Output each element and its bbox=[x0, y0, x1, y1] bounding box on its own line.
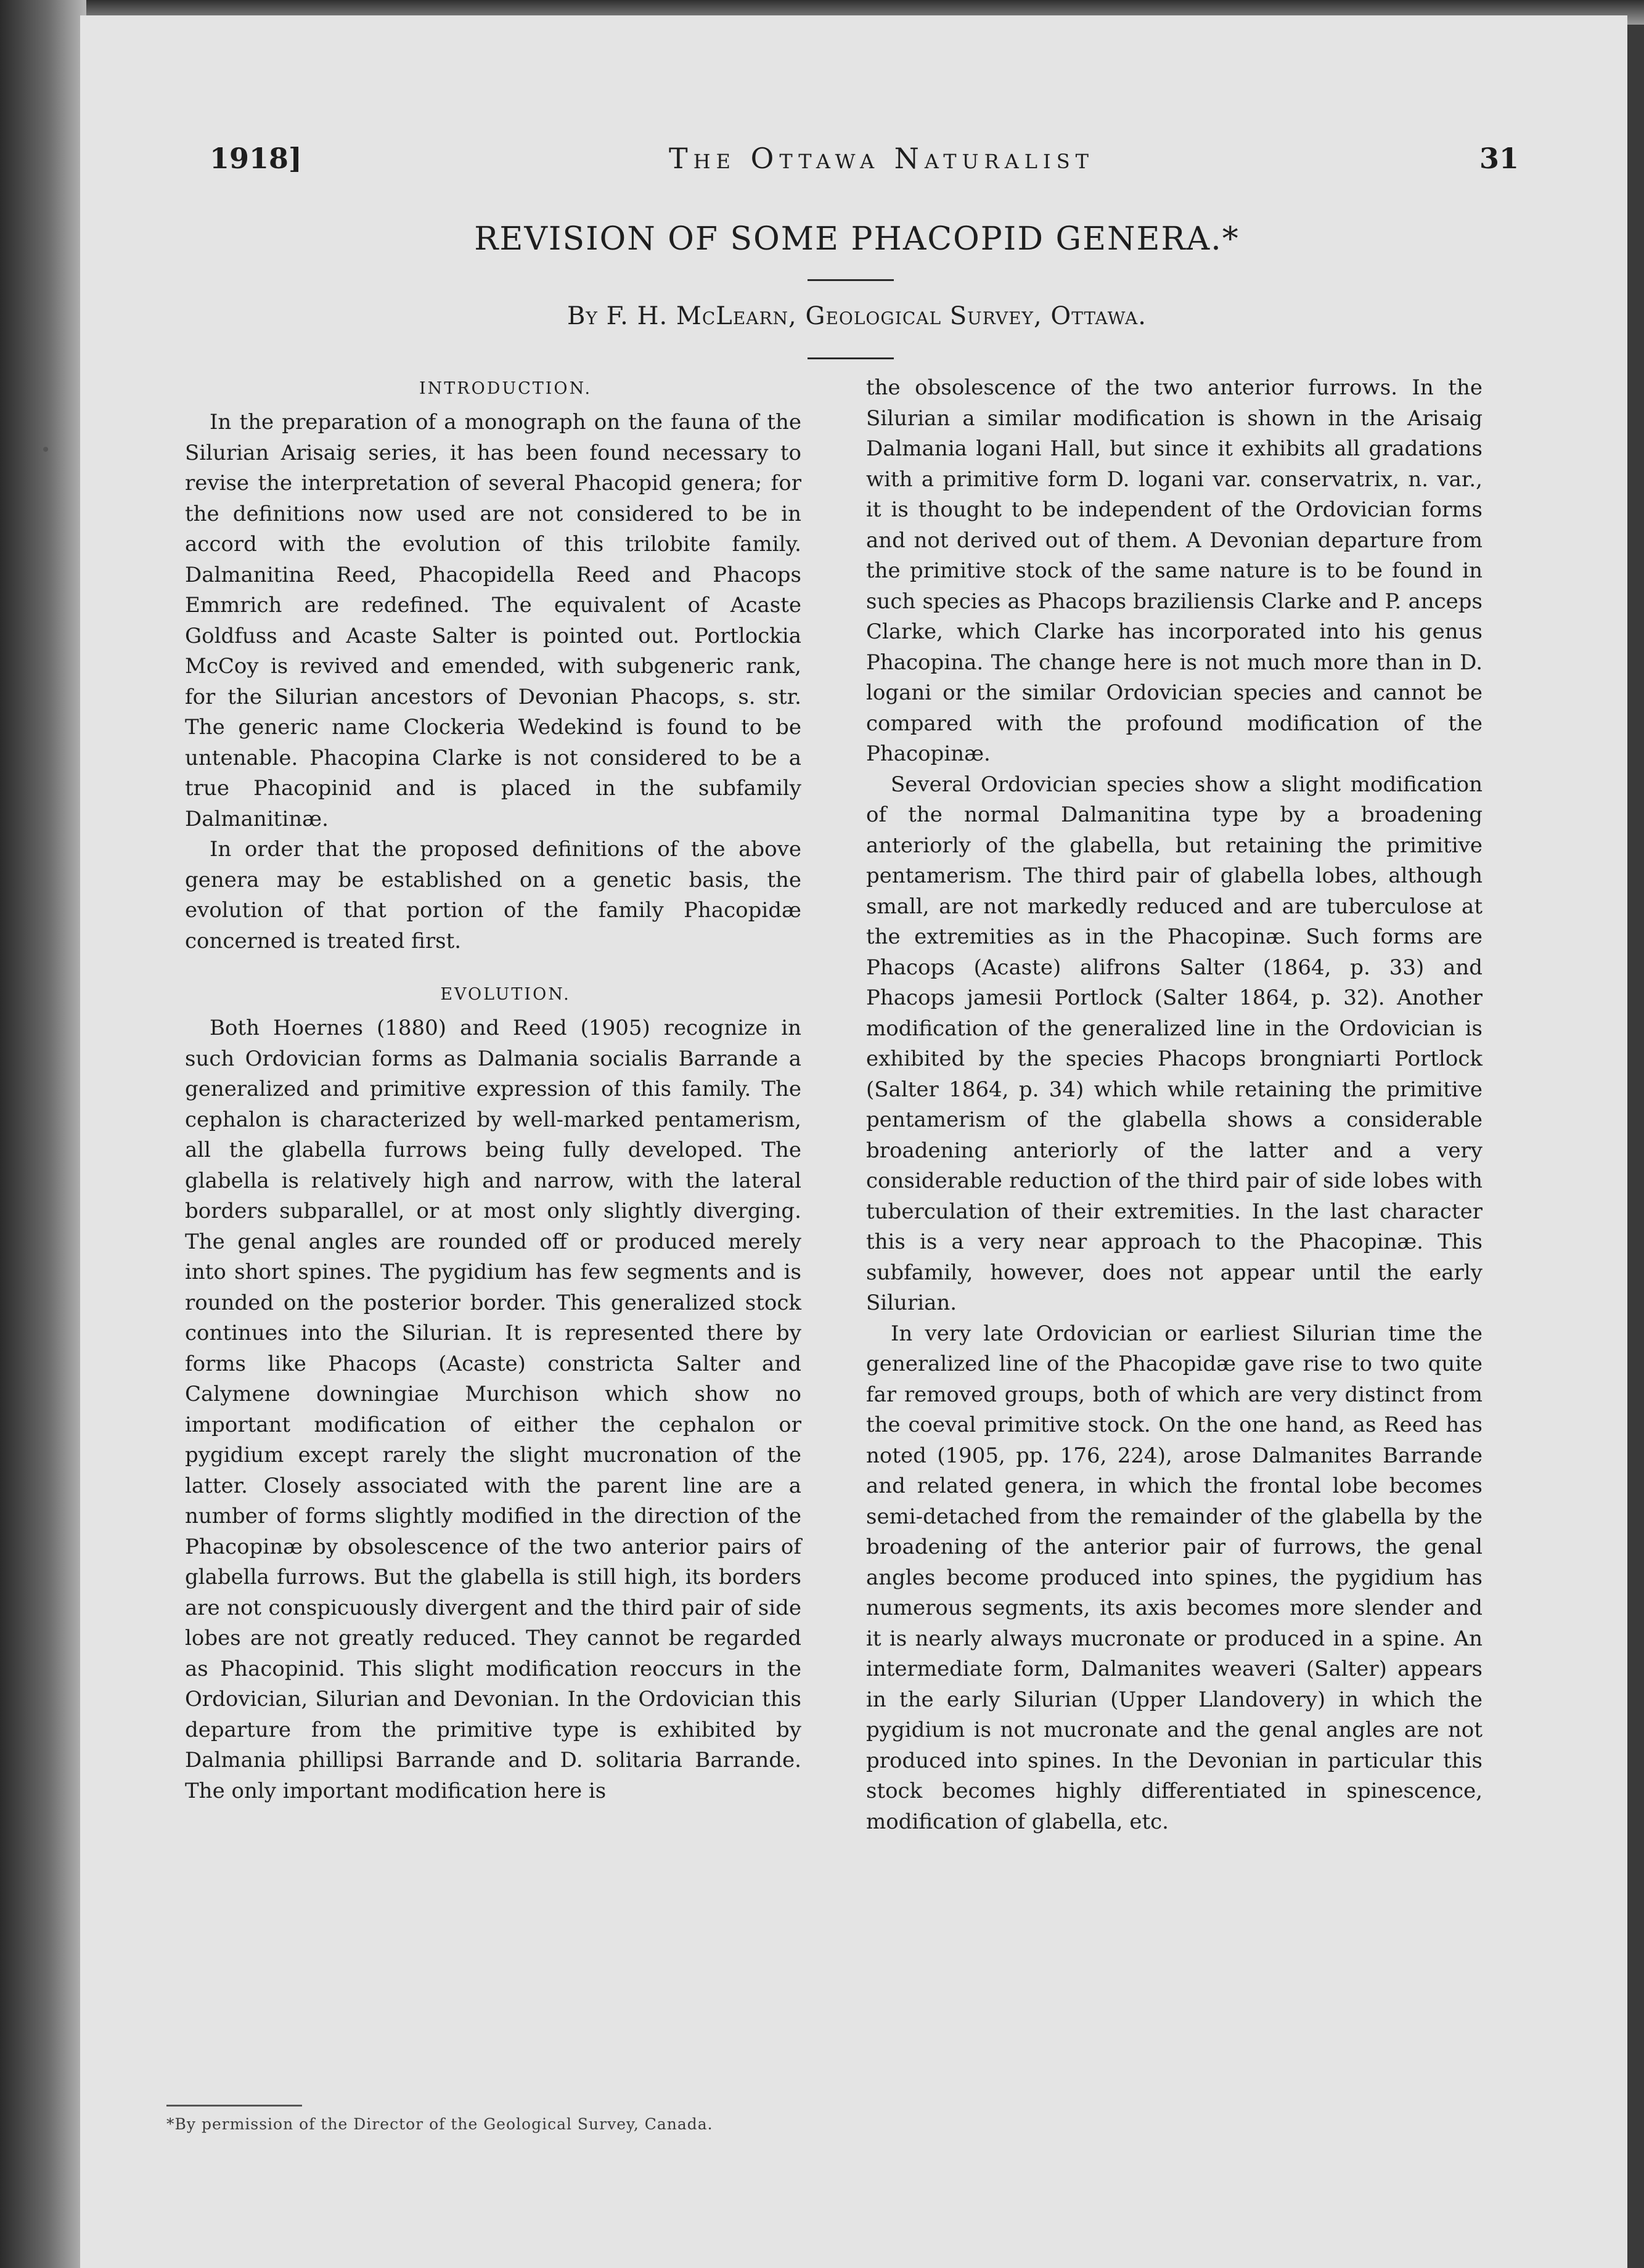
left-text-column bbox=[185, 373, 801, 1806]
introduction-paragraph-1: In the preparation of a monograph on the fauna of the Silurian Arisaig series, it has been found necessary to revise the interpretation of several Phacopid genera; for the definitions now used are not considered to be in accord with the evolution of this trilobite family. Dalmanitina Reed, Phacopidella Reed and Phacops Emmrich are redefined. The equivalent of Acaste Goldfuss and Acaste Salter is pointed out. Portlockia McCoy is revived and emended, with subgeneric rank, for the Silurian ancestors of Devonian Phacops, s. str. The generic name Clockeria Wedekind is found to be untenable. Phacopina Clarke is not considered to be a true Phacopinid and is placed in the subfamily Dalmanitinæ. bbox=[185, 410, 801, 831]
margin-speck bbox=[43, 447, 48, 452]
byline-divider-rule bbox=[808, 357, 894, 359]
evolution-paragraph-continued: the obsolescence of the two anterior furrows. In the Silurian a similar modification is shown in the Arisaig Dalmania logani Hall, but since it exhibits all gradations with a primitive form D. logani var. conservatrix, n. var., it is thought to be independent of the Ordovician forms and not derived out of them. A Devonian departure from the primitive stock of the same nature is to be found in such species as Phacops braziliensis Clarke and P. anceps Clarke, which Clarke has incorporated into his genus Phacopina. The change here is not much more than in D. logani or the similar Ordovician species and cannot be compared with the profound modification of the Phacopinæ. bbox=[866, 375, 1482, 766]
article-byline: By F. H. McLearn, Geological Survey, Ottawa. bbox=[567, 302, 1147, 330]
footnote-rule bbox=[166, 2105, 302, 2107]
article-title: REVISION OF SOME PHACOPID GENERA.* bbox=[474, 221, 1240, 258]
journal-page bbox=[80, 15, 1627, 2268]
title-divider-rule bbox=[808, 279, 894, 281]
section-heading-introduction: INTRODUCTION. bbox=[419, 379, 592, 398]
right-text-column bbox=[866, 373, 1482, 1837]
section-heading-evolution: EVOLUTION. bbox=[440, 985, 571, 1004]
running-head bbox=[80, 142, 1627, 191]
page-number: 31 bbox=[1479, 142, 1519, 175]
running-head-year: 1918] bbox=[210, 142, 302, 175]
evolution-paragraph-2: Several Ordovician species show a slight modification of the normal Dalmanitina type by a broadening anteriorly of the glabella, but retaining the primitive pentamerism. The third pair of glabella lobes, although small, are not markedly reduced and are tuberculose at the extremities as in the Phacopinæ. Such forms are Phacops (Acaste) alifrons Salter (1864, p. 33) and Phacops jamesii Portlock (Salter 1864, p. 32). Another modification of the generalized line in the Ordovician is exhibited by the species Phacops brongniarti Portlock (Salter 1864, p. 34) which while retaining the primitive pentamerism of the glabella shows a considerable broadening anteriorly of the latter and a very considerable reduction of the third pair of side lobes with tuberculation of their extremities. In the last character this is a very near approach to the Phacopinæ. This subfamily, however, does not appear until the early Silurian. bbox=[866, 772, 1482, 1315]
introduction-paragraph-2: In order that the proposed definitions of the above genera may be established on a genetic basis, the evolution of that portion of the family Phacopidæ concerned is treated first. bbox=[185, 837, 801, 953]
evolution-paragraph-1: Both Hoernes (1880) and Reed (1905) recognize in such Ordovician forms as Dalmania socialis Barrande a generalized and primitive expression of this family. The cephalon is characterized by well-marked pentamerism, all the glabella furrows being fully developed. The glabella is relatively high and narrow, with the lateral borders subparallel, or at most only slightly diverging. The genal angles are rounded off or produced merely into short spines. The pygidium has few segments and is rounded on the posterior border. This generalized stock continues into the Silurian. It is represented there by forms like Phacops (Acaste) constricta Salter and Calymene downingiae Murchison which show no important modification of either the cephalon or pygidium except rarely the slight mucronation of the latter. Closely associated with the parent line are a number of forms slightly modified in the direction of the Phacopinæ by obsolescence of the two anterior pairs of glabella furrows. But the glabella is still high, its borders are not conspicuously divergent and the third pair of side lobes are not greatly reduced. They cannot be regarded as Phacopinid. This slight modification reoccurs in the Ordovician, Silurian and Devonian. In the Ordovician this departure from the primitive type is exhibited by Dalmania phillipsi Barrande and D. solitaria Barrande. The only important modification here is bbox=[185, 1016, 801, 1803]
running-head-journal-title: The Ottawa Naturalist bbox=[669, 142, 1094, 175]
scan-binding-edge bbox=[0, 0, 86, 2268]
evolution-paragraph-3: In very late Ordovician or earliest Silurian time the generalized line of the Phacopidæ gave rise to two quite far removed groups, both of which are very distinct from the coeval primitive stock. On the one hand, as Reed has noted (1905, pp. 176, 224), arose Dalmanites Barrande and related genera, in which the frontal lobe becomes semi-detached from the remainder of the glabella by the broadening of the anterior pair of furrows, the genal angles become produced into spines, the pygidium has numerous segments, its axis becomes more slender and it is nearly always mucronate or produced in a spine. An intermediate form, Dalmanites weaveri (Salter) appears in the early Silurian (Upper Llandovery) in which the pygidium is not mucronate and the genal angles are not produced into spines. In the Devonian in particular this stock becomes highly differentiated in spinescence, modification of glabella, etc. bbox=[866, 1321, 1482, 1834]
footnote: *By permission of the Director of the Geological Survey, Canada. bbox=[166, 2115, 713, 2133]
